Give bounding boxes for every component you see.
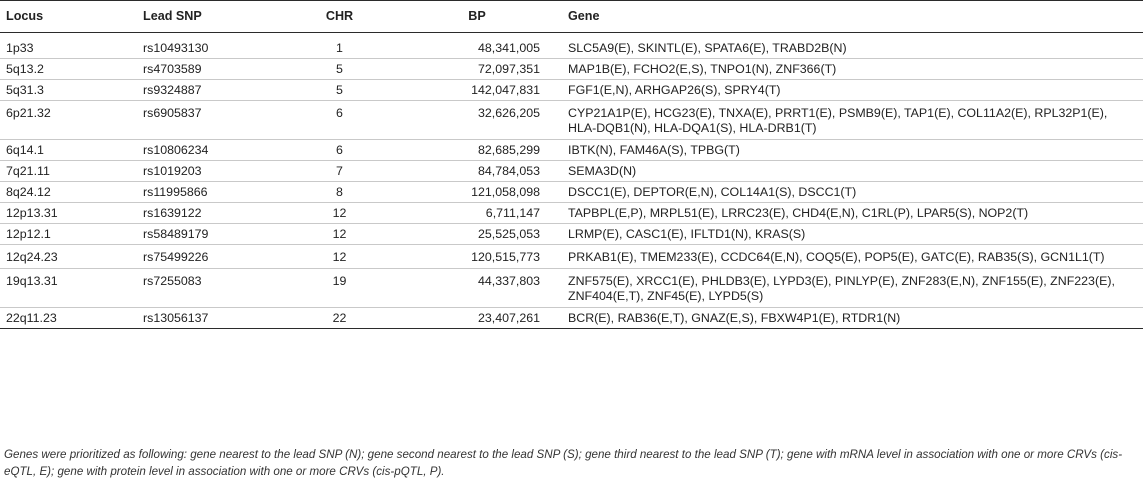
- table-row: [0, 33, 1143, 59]
- cell-chr: 22: [287, 308, 392, 329]
- cell-bp: 72,097,351: [392, 59, 562, 80]
- cell-bp: 23,407,261: [392, 308, 562, 329]
- cell-locus: 19q13.31: [0, 269, 137, 308]
- cell-bp: 142,047,831: [392, 80, 562, 101]
- table-body: [0, 33, 1143, 329]
- header-chr: CHR: [287, 1, 392, 33]
- table-row: [0, 101, 1143, 140]
- cell-bp: 32,626,205: [392, 101, 562, 140]
- cell-bp: 48,341,005: [392, 33, 562, 59]
- cell-chr: 6: [287, 101, 392, 140]
- cell-gene: DSCC1(E), DEPTOR(E,N), COL14A1(S), DSCC1(T): [562, 182, 1143, 203]
- cell-gene: ZNF575(E), XRCC1(E), PHLDB3(E), LYPD3(E), PINLYP(E), ZNF283(E,N), ZNF155(E), ZNF223(E), ZNF404(E,T), ZNF45(E), LYPD5(S): [562, 269, 1143, 308]
- table-row: [0, 161, 1143, 182]
- cell-gene: CYP21A1P(E), HCG23(E), TNXA(E), PRRT1(E), PSMB9(E), TAP1(E), COL11A2(E), RPL32P1(E), HLA-DQB1(N), HLA-DQA1(S), HLA-DRB1(T): [562, 101, 1143, 140]
- cell-chr: 7: [287, 161, 392, 182]
- cell-lead-snp: rs58489179: [137, 224, 287, 245]
- cell-lead-snp: rs10806234: [137, 140, 287, 161]
- cell-gene: PRKAB1(E), TMEM233(E), CCDC64(E,N), COQ5(E), POP5(E), GATC(E), RAB35(S), GCN1L1(T): [562, 245, 1143, 269]
- cell-chr: 19: [287, 269, 392, 308]
- header-lead-snp: Lead SNP: [137, 1, 287, 33]
- cell-chr: 8: [287, 182, 392, 203]
- header-bp: BP: [392, 1, 562, 33]
- cell-chr: 12: [287, 203, 392, 224]
- table-row: [0, 59, 1143, 80]
- cell-locus: 12p12.1: [0, 224, 137, 245]
- cell-locus: 1p33: [0, 33, 137, 59]
- cell-bp: 44,337,803: [392, 269, 562, 308]
- cell-locus: 6q14.1: [0, 140, 137, 161]
- cell-bp: 120,515,773: [392, 245, 562, 269]
- cell-locus: 5q13.2: [0, 59, 137, 80]
- cell-gene: TAPBPL(E,P), MRPL51(E), LRRC23(E), CHD4(E,N), C1RL(P), LPAR5(S), NOP2(T): [562, 203, 1143, 224]
- cell-locus: 7q21.11: [0, 161, 137, 182]
- table-row: [0, 308, 1143, 329]
- cell-locus: 8q24.12: [0, 182, 137, 203]
- table-row: [0, 224, 1143, 245]
- cell-locus: 22q11.23: [0, 308, 137, 329]
- table-row: [0, 245, 1143, 269]
- cell-chr: 1: [287, 33, 392, 59]
- table-row: [0, 203, 1143, 224]
- cell-bp: 82,685,299: [392, 140, 562, 161]
- cell-bp: 84,784,053: [392, 161, 562, 182]
- header-locus: Locus: [0, 1, 137, 33]
- table-header-row: [0, 1, 1143, 33]
- cell-lead-snp: rs10493130: [137, 33, 287, 59]
- cell-lead-snp: rs11995866: [137, 182, 287, 203]
- cell-chr: 12: [287, 224, 392, 245]
- cell-gene: FGF1(E,N), ARHGAP26(S), SPRY4(T): [562, 80, 1143, 101]
- cell-lead-snp: rs6905837: [137, 101, 287, 140]
- cell-lead-snp: rs4703589: [137, 59, 287, 80]
- cell-gene: SEMA3D(N): [562, 161, 1143, 182]
- cell-gene: BCR(E), RAB36(E,T), GNAZ(E,S), FBXW4P1(E), RTDR1(N): [562, 308, 1143, 329]
- cell-lead-snp: rs7255083: [137, 269, 287, 308]
- cell-bp: 121,058,098: [392, 182, 562, 203]
- table-footnote: Genes were prioritized as following: gene nearest to the lead SNP (N); gene second nearest to the lead SNP (S); gene third nearest to the lead SNP (T); gene with mRNA level in association with one or more CRVs (cis-eQTL, E); gene with protein level in association with one or more CRVs (cis-pQTL, P).: [4, 448, 1123, 478]
- cell-gene: IBTK(N), FAM46A(S), TPBG(T): [562, 140, 1143, 161]
- cell-lead-snp: rs75499226: [137, 245, 287, 269]
- table-row: [0, 80, 1143, 101]
- cell-gene: SLC5A9(E), SKINTL(E), SPATA6(E), TRABD2B(N): [562, 33, 1143, 59]
- header-gene: Gene: [562, 1, 1143, 33]
- cell-lead-snp: rs13056137: [137, 308, 287, 329]
- cell-locus: 12p13.31: [0, 203, 137, 224]
- cell-chr: 6: [287, 140, 392, 161]
- cell-locus: 12q24.23: [0, 245, 137, 269]
- cell-lead-snp: rs1639122: [137, 203, 287, 224]
- cell-chr: 5: [287, 80, 392, 101]
- table-row: [0, 182, 1143, 203]
- cell-gene: MAP1B(E), FCHO2(E,S), TNPO1(N), ZNF366(T): [562, 59, 1143, 80]
- cell-lead-snp: rs9324887: [137, 80, 287, 101]
- cell-locus: 6p21.32: [0, 101, 137, 140]
- table-row: [0, 269, 1143, 308]
- cell-lead-snp: rs1019203: [137, 161, 287, 182]
- cell-chr: 5: [287, 59, 392, 80]
- table-row: [0, 140, 1143, 161]
- cell-gene: LRMP(E), CASC1(E), IFLTD1(N), KRAS(S): [562, 224, 1143, 245]
- cell-chr: 12: [287, 245, 392, 269]
- cell-bp: 6,711,147: [392, 203, 562, 224]
- cell-locus: 5q31.3: [0, 80, 137, 101]
- cell-bp: 25,525,053: [392, 224, 562, 245]
